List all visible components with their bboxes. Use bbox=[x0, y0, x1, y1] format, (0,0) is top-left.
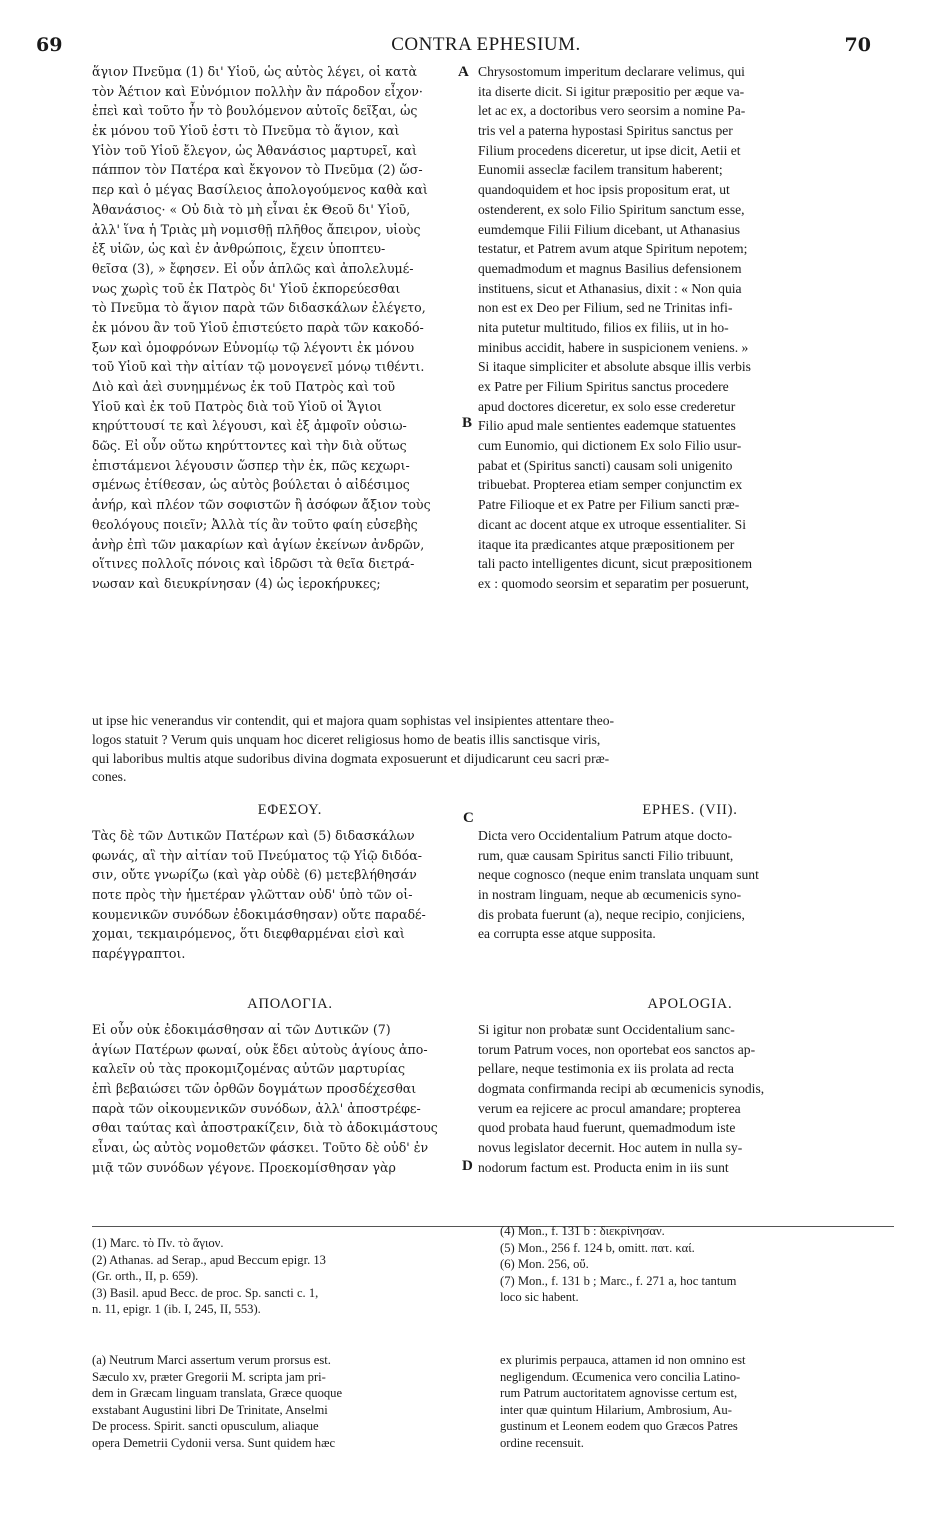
endnote-line: Sæculo xv, præter Gregorii M. scripta jam pri- bbox=[92, 1369, 326, 1384]
greek-text-line: θεῖσα (3), » ἔφησεν. Εἰ οὖν ἁπλῶς καὶ ἀπολελυμέ- bbox=[92, 260, 414, 276]
greek-text-line: ἐπεὶ καὶ τοῦτο ἦν τὸ βουλόμενον αὐτοῖς δεῖξαι, ὡς bbox=[92, 103, 418, 119]
greek-text-line: ξων καὶ ὁμοφρόνων Εὐνομίῳ τῷ λέγοντι ἐκ μόνου bbox=[92, 339, 415, 355]
latin-text-line: logos statuit ? Verum quis unquam hoc diceret religiosus homo de beatis illis sanctisque viris, bbox=[92, 731, 601, 747]
endnote-line: dem in Græcam linguam translata, Græce quoque bbox=[92, 1386, 343, 1400]
latin-text-line: rum, quæ causam Spiritus sancti Filio tribuunt, bbox=[478, 847, 734, 863]
latin-text-line: non est ex Deo per Filium, sed ne Trinitas infi- bbox=[478, 300, 733, 316]
latin-text-line: ea corrupta esse atque supposita. bbox=[478, 926, 656, 942]
latin-column-top bbox=[478, 62, 894, 594]
greek-text-line: Τὰς δὲ τῶν Δυτικῶν Πατέρων καὶ (5) διδασκάλων bbox=[92, 828, 415, 843]
greek-text-line: περ καὶ ὁ μέγας Βασίλειος ἀπολογούμενος καθὰ καὶ bbox=[92, 182, 428, 198]
latin-text-line: eumdemque Filii Filium dicebant, ut Athanasius bbox=[478, 221, 741, 237]
greek-apologia-text bbox=[92, 1020, 460, 1178]
latin-text-line: Patre Filioque et ex Patre per Filium sancti præ- bbox=[478, 497, 740, 513]
footnote-line: (7) Mon., f. 131 b ; Marc., f. 271 a, hoc tantum bbox=[500, 1273, 737, 1288]
greek-text-line: παρὰ τῶν οἰκουμενικῶν συνόδων, ἀλλ' ἀποστρέφε- bbox=[92, 1100, 421, 1116]
greek-text-line: οἵτινες πολλοῖς πόνοις καὶ ἱδρῶσι τὰ θεῖα διετρά- bbox=[92, 556, 415, 572]
greek-text-line: εἶναι, ὡς αὐτὸς νομοθετῶν φάσκει. Τοῦτο δὲ οὐδ' ἐν bbox=[92, 1140, 429, 1156]
endnote-line: rum Patrum auctoritatem agnovisse certum est, bbox=[500, 1386, 738, 1400]
greek-text-line: κηρύττουσί τε καὶ λέγουσι, καὶ ἐξ ἀμφοῖν οὐσιω- bbox=[92, 418, 407, 434]
greek-text-line: Ἀθανάσιος· « Οὐ διὰ τὸ μὴ εἶναι ἐκ Θεοῦ δι' Υἱοῦ, bbox=[92, 201, 411, 217]
latin-text-line: dis probata fuerunt (a), neque recipio, conjiciens, bbox=[478, 906, 745, 922]
latin-text-line: dogmata confirmanda recipi ab œcumenicis synodis, bbox=[478, 1081, 765, 1097]
endnote-line: exstabant Augustini libri De Trinitate, Anselmi bbox=[92, 1402, 328, 1417]
greek-text-line: νως χωρὶς τοῦ ἐκ Πατρὸς δι' Υἱοῦ ἐκπορεύεσθαι bbox=[92, 280, 401, 296]
latin-text-line: quod probata haud fuerunt, quemadmodum iste bbox=[478, 1120, 736, 1136]
latin-text-line: Si itaque simpliciter et absolute absque illis verbis bbox=[478, 359, 751, 375]
greek-text-line: χομαι, τεκμαιρόμενος, ὅτι διεφθαρμέναι εἰσὶ καὶ bbox=[92, 926, 405, 942]
latin-text-line: quandoquidem et hoc ipsis propositum erat, ut bbox=[478, 182, 730, 198]
greek-text-line: θεολόγους ποιεῖν; Ἀλλὰ τίς ἂν τοῦτο φαίη εὐσεβὴς bbox=[92, 516, 418, 532]
latin-text-line: in nostram linguam, neque ab œcumenicis syno- bbox=[478, 887, 742, 903]
greek-text-line: Διὸ καὶ ἀεὶ συνημμένως ἐκ τοῦ Πατρὸς καὶ τοῦ bbox=[92, 379, 396, 394]
greek-text-line: πάππον τὸν Πατέρα καὶ ἔκγονον τὸ Πνεῦμα (2) ὥσ- bbox=[92, 162, 423, 178]
greek-column-top bbox=[92, 62, 460, 594]
greek-text-line: σθαι ταύτας καὶ ἀποστρακίζειν, διὰ τὸ ἀδοκιμάστους bbox=[92, 1120, 438, 1136]
latin-text-line: tris vel a paterna hypostasi Spiritus sanctus per bbox=[478, 123, 733, 139]
endnote-line: gustinum et Leonem eodem quo Græcos Patres bbox=[500, 1419, 738, 1433]
latin-text-line: tali pacto intelligentes dicunt, sicut præpositionem bbox=[478, 556, 753, 572]
greek-text-line: τὸν Ἀέτιον καὶ Εὐνόμιον πολλὴν ἂν πάροδον εἶχον· bbox=[92, 83, 423, 99]
latin-text-line: neque cognosco (neque enim translata unquam sunt bbox=[478, 867, 759, 883]
greek-text-line: κουμενικῶν συνόδων ἐδοκιμάσθησαν) οὔτε παραδέ- bbox=[92, 906, 426, 922]
greek-text-line: τὸ Πνεῦμα τὸ ἅγιον παρὰ τῶν διδασκάλων ἐλέγετο, bbox=[92, 300, 426, 316]
greek-heading-ephesou: ΕΦΕΣΟΥ. bbox=[257, 802, 323, 818]
latin-text-line: Chrysostomum imperitum declarare velimus, qui bbox=[478, 64, 745, 79]
latin-text-line: ex Patre per Filium Spiritus sanctus procedere bbox=[478, 379, 729, 394]
running-title: CONTRA EPHESIUM. bbox=[391, 34, 581, 55]
latin-text-line: torum Patrum voces, non oportebat eos sanctos ap- bbox=[478, 1041, 756, 1057]
latin-text-line: ostenderent, ex solo Filio Spiritum sanctum esse, bbox=[478, 201, 745, 217]
footnote-line: (3) Basil. apud Becc. de proc. Sp. sancti c. 1, bbox=[92, 1285, 319, 1300]
footnote-line: loco sic habent. bbox=[500, 1290, 579, 1304]
greek-ephesou-text bbox=[92, 826, 460, 964]
endnote-line: inter quæ quintum Hilarium, Ambrosium, Au- bbox=[500, 1402, 732, 1417]
greek-text-line: Υἱοῦ καὶ ἐκ τοῦ Πατρὸς διὰ τοῦ Υἱοῦ οἱ Ἅγιοι bbox=[92, 398, 382, 414]
greek-text-line: σιν, οὔτε γνωρίζω (καὶ γὰρ οὐδὲ (6) μετεβλήθησάν bbox=[92, 867, 417, 883]
latin-apologia-text bbox=[478, 1020, 894, 1178]
latin-ephes-text bbox=[478, 826, 894, 944]
footnote-line: (4) Mon., f. 131 b : διεκρίνησαν. bbox=[500, 1224, 665, 1238]
latin-text-line: quemadmodum et magnus Basilius defensionem bbox=[478, 260, 742, 276]
greek-text-line: ἐξ υἱῶν, ὡς καὶ ἐν ἀνθρώποις, ἔχειν ὑποπτευ- bbox=[92, 241, 386, 257]
margin-letter-b: B bbox=[462, 415, 473, 431]
endnote-line: negligendum. Œcumenica vero concilia Latino- bbox=[500, 1369, 741, 1384]
latin-text-line: qui laboribus multis atque sudoribus divina dogmata exposuerunt et dijudicarunt ceu sacri præ- bbox=[92, 750, 610, 766]
footnote-line: (5) Mon., 256 f. 124 b, omitt. πατ. καί. bbox=[500, 1240, 695, 1255]
endnote-line: (a) Neutrum Marci assertum verum prorsus est. bbox=[92, 1353, 331, 1367]
greek-text-line: ἀλλ' ἵνα ἡ Τριὰς μὴ νομισθῇ πλῆθος ἄπειρον, υἱοὺς bbox=[92, 221, 421, 237]
latin-text-line: ut ipse hic venerandus vir contendit, qui et majora quam sophistas vel insipientes attentare theo- bbox=[92, 713, 615, 728]
latin-text-line: ex : quomodo seorsim et separatim per posuerunt, bbox=[478, 575, 750, 591]
latin-heading-apologia: APOLOGIA. bbox=[647, 996, 733, 1012]
latin-text-line: Filio apud male sentientes eademque statuentes bbox=[478, 418, 736, 434]
latin-text-line: Eunomii asseclæ facilem transitum haberent; bbox=[478, 162, 723, 178]
latin-text-line: pellare, neque testimonia ex iis prolata ad recta bbox=[478, 1061, 734, 1077]
endnote-right bbox=[500, 1352, 894, 1451]
greek-text-line: ἁγίων Πατέρων φωναί, οὐκ ἔδει αὐτοὺς ἁγίους ἀπο- bbox=[92, 1041, 428, 1057]
footnote-line: n. 11, epigr. 1 (ib. I, 245, II, 553). bbox=[92, 1302, 261, 1316]
greek-text-line: σμένως ἐτίθεσαν, ὡς αὐτὸς βούλεται ὁ αἰδέσιμος bbox=[92, 477, 410, 493]
greek-text-line: μιᾷ τῶν συνόδων γέγονε. Προεκομίσθησαν γὰρ bbox=[92, 1159, 396, 1175]
greek-text-line: νωσαν καὶ διευκρίνησαν (4) ὡς ἱεροκήρυκες; bbox=[92, 575, 381, 591]
greek-heading-apologia: ΑΠΟΛΟΓΙΑ. bbox=[247, 996, 333, 1012]
footnote-line: (2) Athanas. ad Serap., apud Beccum epigr. 13 bbox=[92, 1252, 326, 1267]
latin-text-line: minibus accidit, habere in suspicionem veniens. » bbox=[478, 339, 749, 355]
greek-text-line: ἅγιον Πνεῦμα (1) δι' Υἱοῦ, ὡς αὐτὸς λέγει, οἱ κατὰ bbox=[92, 64, 418, 79]
greek-text-line: Εἰ οὖν οὐκ ἐδοκιμάσθησαν αἱ τῶν Δυτικῶν (7) bbox=[92, 1022, 391, 1037]
margin-letter-a: A bbox=[458, 64, 469, 80]
greek-text-line: φωνάς, αἳ τὴν αἰτίαν τοῦ Πνεύματος τῷ Υἱῷ διδόα- bbox=[92, 847, 422, 863]
greek-text-line: καλεῖν οὐ τὰς προκομιζομένας αὐτῶν μαρτυρίας bbox=[92, 1061, 406, 1077]
greek-text-line: ἐπιστάμενοι λέγουσιν ὥσπερ τὴν ἐκ, πῶς κεχωρι- bbox=[92, 457, 410, 473]
page-number-right: 70 bbox=[844, 34, 871, 56]
endnote-left bbox=[92, 1352, 462, 1451]
greek-text-line: ἐκ μόνου τοῦ Υἱοῦ ἐστι τὸ Πνεῦμα τὸ ἅγιον, καὶ bbox=[92, 123, 400, 139]
endnote-line: opera Demetrii Cydonii versa. Sunt quidem hæc bbox=[92, 1435, 336, 1450]
greek-text-line: τοῦ Υἱοῦ καὶ τὴν αἰτίαν τῷ μονογενεῖ μόνῳ τιθέντι. bbox=[92, 359, 425, 375]
greek-text-line: ἐκ μόνου ἂν τοῦ Υἱοῦ ἐπιστεύετο παρὰ τῶν κακοδό- bbox=[92, 319, 424, 335]
endnote-line: ex plurimis perpauca, attamen id non omnino est bbox=[500, 1353, 746, 1367]
margin-letter-c: C bbox=[463, 810, 474, 826]
latin-text-line: pabat et (Spiritus sancti) causam soli unigenito bbox=[478, 457, 733, 473]
latin-text-line: novus legislator decernit. Hoc autem in nulla sy- bbox=[478, 1140, 743, 1156]
latin-heading-ephes: EPHES. (VII). bbox=[642, 802, 738, 818]
footnotes-right bbox=[500, 1223, 894, 1306]
endnote-line: ordine recensuit. bbox=[500, 1435, 584, 1450]
latin-text-line: nita putetur multitudo, filios ex filiis, ut in ho- bbox=[478, 319, 729, 335]
footnote-line: (1) Marc. τὸ Πν. τὸ ἅγιον. bbox=[92, 1236, 224, 1250]
latin-text-line: cum Eunomio, qui dictionem Ex solo Filio usur- bbox=[478, 438, 742, 454]
footnote-line: (Gr. orth., II, p. 659). bbox=[92, 1269, 199, 1283]
margin-letter-d: D bbox=[462, 1158, 473, 1174]
footnote-line: (6) Mon. 256, οὔ. bbox=[500, 1257, 589, 1271]
greek-text-line: ἀνήρ, καὶ πλέον τῶν σοφιστῶν ἢ ἀσόφων ἄξιον τοὺς bbox=[92, 497, 431, 513]
greek-text-line: Υἱὸν τοῦ Υἱοῦ ἔλεγον, ὡς Ἀθανάσιος μαρτυρεῖ, καὶ bbox=[92, 142, 417, 158]
latin-full-width-paragraph bbox=[92, 712, 894, 787]
greek-text-line: ἀνὴρ ἐπὶ τῶν μακαρίων καὶ ἁγίων ἐκείνων ἀνδρῶν, bbox=[92, 536, 425, 552]
latin-text-line: cones. bbox=[92, 769, 127, 785]
latin-text-line: verum ea rejicere ac procul amandare; propterea bbox=[478, 1100, 741, 1116]
page-header bbox=[36, 34, 871, 60]
footnotes-left bbox=[92, 1235, 462, 1318]
latin-text-line: dicant ac docent atque ex utroque essentialiter. Si bbox=[478, 516, 747, 532]
greek-text-line: δῶς. Εἰ οὖν οὕτω κηρύττοντες καὶ τὴν διὰ οὕτως bbox=[92, 438, 407, 454]
latin-text-line: Dicta vero Occidentalium Patrum atque docto- bbox=[478, 828, 733, 843]
latin-text-line: itaque ita prædicantes atque præpositionem per bbox=[478, 536, 735, 552]
page-number-left: 69 bbox=[36, 34, 63, 56]
latin-text-line: apud doctores diceretur, ex solo esse crederetur bbox=[478, 398, 736, 414]
latin-text-line: nodorum factum est. Producta enim in iis sunt bbox=[478, 1159, 729, 1175]
latin-text-line: instituens, sicut et Athanasius, dixit : « Non quia bbox=[478, 280, 742, 296]
greek-text-line: ἐπὶ βεβαιώσει τῶν ὀρθῶν δογμάτων προσδέχεσθαι bbox=[92, 1081, 417, 1097]
latin-text-line: Si igitur non probatæ sunt Occidentalium sanc- bbox=[478, 1022, 735, 1037]
latin-text-line: let ac ex, a doctoribus vero seorsim a nomine Pa- bbox=[478, 103, 746, 119]
latin-text-line: tribuebat. Propterea etiam semper conjunctim ex bbox=[478, 477, 743, 493]
latin-text-line: ita diserte dicit. Si igitur præpositio per æque va- bbox=[478, 83, 745, 99]
latin-text-line: testatur, et Patrem avum atque Spiritum nepotem; bbox=[478, 241, 748, 257]
latin-text-line: Filium procedens diceretur, ut ipse dicit, Aetii et bbox=[478, 142, 741, 158]
greek-text-line: ποτε πρὸς τὴν ἡμετέραν γλῶτταν οὐδ' ὑπὸ τῶν οἰ- bbox=[92, 887, 413, 903]
greek-text-line: παρέγγραπτοι. bbox=[92, 946, 186, 962]
endnote-line: De process. Spirit. sancti opusculum, aliaque bbox=[92, 1419, 319, 1433]
